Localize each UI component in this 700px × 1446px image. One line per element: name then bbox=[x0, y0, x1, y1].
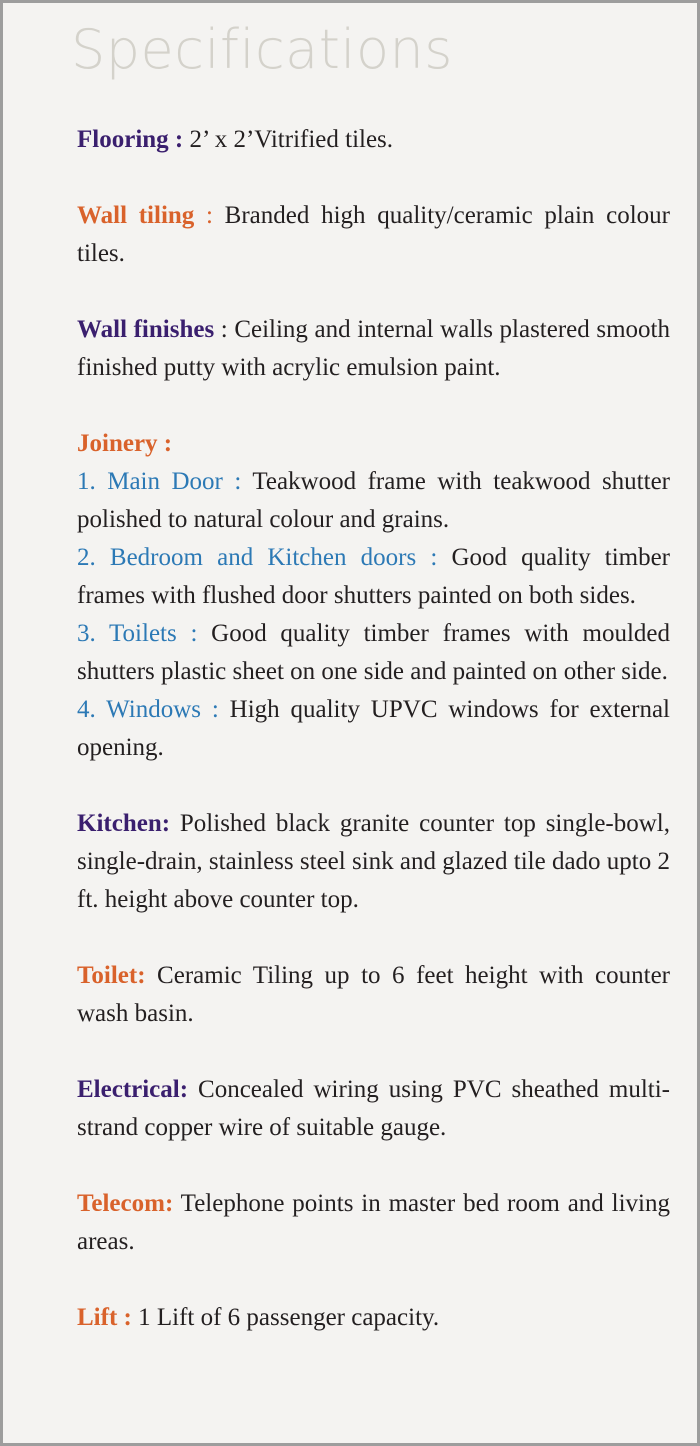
joinery-item-label: 1. Main Door : bbox=[77, 468, 242, 495]
spec-telecom-text: Telephone points in master bed room and living areas. bbox=[77, 1190, 670, 1255]
joinery-item-label: 4. Windows : bbox=[77, 696, 219, 723]
spec-kitchen bbox=[77, 805, 670, 919]
spec-wall-finishes bbox=[77, 311, 670, 387]
joinery-item bbox=[77, 691, 670, 767]
joinery-item-label: 3. Toilets : bbox=[77, 620, 198, 647]
spec-joinery bbox=[77, 425, 670, 767]
spec-flooring-text: 2’ x 2’Vitrified tiles. bbox=[183, 126, 394, 153]
spec-wall-tiling-label: Wall tiling bbox=[77, 202, 195, 229]
joinery-item-text: Good quality timber frames with flushed door shutters painted on both sides. bbox=[77, 544, 671, 609]
page-title: Specifications bbox=[71, 18, 453, 81]
joinery-item-text: High quality UPVC windows for external opening. bbox=[77, 696, 671, 761]
spec-electrical-label: Electrical: bbox=[77, 1076, 189, 1103]
spec-lift bbox=[77, 1299, 670, 1337]
joinery-item-label: 2. Bedroom and Kitchen doors : bbox=[77, 544, 438, 571]
spec-telecom-label: Telecom: bbox=[77, 1190, 174, 1217]
spec-toilet bbox=[77, 957, 670, 1033]
spec-wall-finishes-label: Wall finishes bbox=[77, 316, 215, 343]
joinery-item bbox=[77, 615, 670, 691]
spec-wall-tiling-separator: : bbox=[194, 202, 213, 229]
spec-wall-finishes-text: : Ceiling and internal walls plastered smooth finished putty with acrylic emulsion paint. bbox=[77, 316, 670, 381]
joinery-item bbox=[77, 539, 670, 615]
spec-joinery-label: Joinery : bbox=[77, 430, 173, 457]
spec-toilet-text: Ceramic Tiling up to 6 feet height with counter wash basin. bbox=[77, 962, 670, 1027]
spec-kitchen-text: Polished black granite counter top single-bowl, single-drain, stainless steel sink and glazed tile dado upto 2 ft. height above counter top. bbox=[77, 810, 670, 913]
spec-joinery-heading bbox=[77, 425, 670, 463]
specifications-list bbox=[77, 121, 670, 1337]
spec-telecom bbox=[77, 1185, 670, 1261]
joinery-item bbox=[77, 463, 670, 539]
spec-electrical bbox=[77, 1071, 670, 1147]
spec-electrical-text: Concealed wiring using PVC sheathed multi-strand copper wire of suitable gauge. bbox=[77, 1076, 670, 1141]
joinery-item-text: Teakwood frame with teakwood shutter polished to natural colour and grains. bbox=[77, 468, 670, 533]
spec-wall-tiling bbox=[77, 197, 670, 273]
spec-kitchen-label: Kitchen: bbox=[77, 810, 171, 837]
spec-flooring-label: Flooring : bbox=[77, 126, 184, 153]
spec-toilet-label: Toilet: bbox=[77, 962, 146, 989]
spec-lift-label: Lift : bbox=[77, 1304, 132, 1331]
spec-lift-text: 1 Lift of 6 passenger capacity. bbox=[131, 1304, 440, 1331]
spec-wall-tiling-text: Branded high quality/ceramic plain colour tiles. bbox=[77, 202, 670, 267]
joinery-item-text: Good quality timber frames with moulded shutters plastic sheet on one side and painted on other side. bbox=[77, 620, 670, 685]
spec-flooring bbox=[77, 121, 670, 159]
